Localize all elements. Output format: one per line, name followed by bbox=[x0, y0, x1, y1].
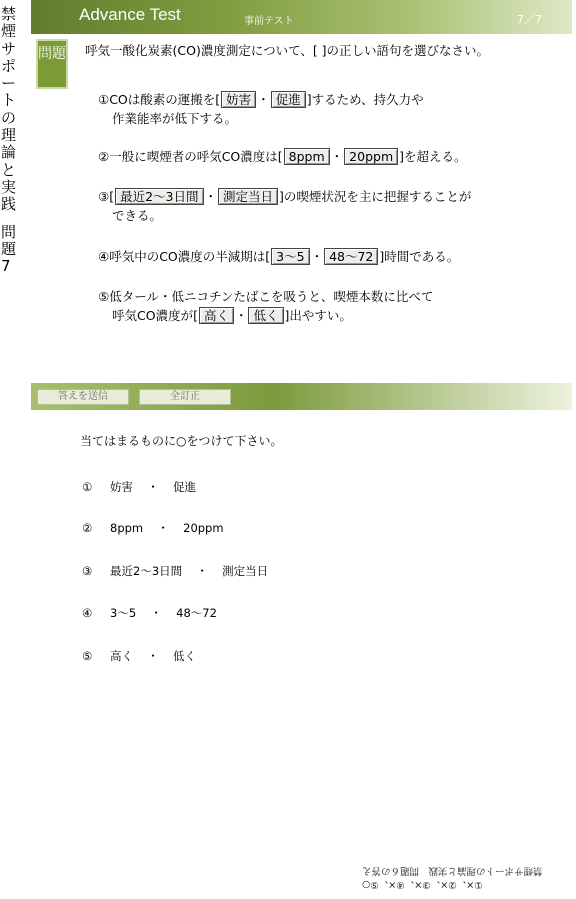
answer-option-b[interactable]: 低く bbox=[173, 649, 196, 663]
answer-option-b[interactable]: 測定当日 bbox=[222, 564, 269, 578]
q5-option-1[interactable]: 高く bbox=[199, 307, 234, 324]
question-5-line1: ⑤低タール・低ニコチンたばこを吸うと、喫煙本数に比べて bbox=[98, 289, 434, 304]
separator: ・ bbox=[234, 308, 248, 323]
side-title-sub: 問題7 bbox=[1, 222, 17, 276]
q2-option-2[interactable]: 20ppm bbox=[344, 148, 398, 165]
question-3-text-end: ]の喫煙状況を主に把握することが bbox=[279, 189, 472, 204]
q5-option-2[interactable]: 低く bbox=[248, 307, 283, 324]
answer-separator: ・ bbox=[157, 521, 169, 535]
test-panel bbox=[31, 0, 572, 410]
answer-row-3 bbox=[82, 563, 268, 579]
mirrored-line-1: ①×、②×、③×、④×、⑤○ bbox=[362, 879, 483, 890]
question-4 bbox=[98, 247, 459, 266]
answer-row-5 bbox=[82, 648, 196, 664]
answer-prompt: 当てはまるものに○をつけて下さい。 bbox=[80, 434, 283, 448]
answer-number: ① bbox=[82, 480, 93, 494]
q3-option-2[interactable]: 測定当日 bbox=[218, 188, 278, 205]
answer-number: ⑤ bbox=[82, 649, 93, 663]
question-1-line2: 作業能率が低下する。 bbox=[112, 111, 238, 126]
answer-row-1 bbox=[82, 479, 196, 495]
separator: ・ bbox=[257, 92, 270, 107]
question-3 bbox=[98, 187, 471, 225]
answer-option-a[interactable]: 妨害 bbox=[110, 480, 133, 494]
answer-option-b[interactable]: 48～72 bbox=[176, 606, 217, 620]
header-bar bbox=[31, 0, 572, 34]
answer-option-b[interactable]: 促進 bbox=[173, 480, 196, 494]
question-1-text-end: ]するため、持久力や bbox=[306, 92, 424, 107]
q1-option-1[interactable]: 妨害 bbox=[221, 91, 256, 108]
question-5-text: 呼気CO濃度が[ bbox=[112, 308, 198, 323]
question-5-text-end: ]出やすい。 bbox=[284, 308, 352, 323]
question-1 bbox=[98, 90, 424, 128]
question-3-text: ③[ bbox=[98, 189, 115, 204]
question-5 bbox=[98, 287, 433, 325]
instruction: 呼気一酸化炭素(CO)濃度測定について、[ ]の正しい語句を選びなさい。 bbox=[85, 43, 490, 58]
question-4-text-end: ]時間である。 bbox=[379, 249, 460, 264]
question-2 bbox=[98, 147, 467, 166]
answer-row-2 bbox=[82, 520, 224, 536]
answer-option-a[interactable]: 高く bbox=[110, 649, 133, 663]
answer-number: ② bbox=[82, 521, 93, 535]
q2-option-1[interactable]: 8ppm bbox=[284, 148, 330, 165]
q3-option-1[interactable]: 最近2～3日間 bbox=[115, 188, 203, 205]
header-title: Advance Test bbox=[79, 5, 181, 24]
question-3-line2: できる。 bbox=[112, 208, 163, 223]
separator: ・ bbox=[330, 149, 344, 164]
answer-number: ④ bbox=[82, 606, 93, 620]
answer-separator: ・ bbox=[147, 649, 159, 663]
question-1-text: ①COは酸素の運搬を[ bbox=[98, 92, 221, 107]
header-subtitle: 事前テスト bbox=[244, 16, 294, 27]
question-tag: 問題 bbox=[36, 39, 68, 89]
correct-all-button[interactable]: 全訂正 bbox=[139, 389, 231, 405]
separator: ・ bbox=[310, 249, 324, 264]
answer-option-a[interactable]: 8ppm bbox=[110, 521, 144, 535]
answer-option-a[interactable]: 3～5 bbox=[110, 606, 137, 620]
mirrored-line-2: 禁煙サポートの理論と実践 問題６の答え bbox=[362, 865, 543, 876]
page-indicator: 7／7 bbox=[517, 13, 542, 26]
answer-separator: ・ bbox=[150, 606, 162, 620]
answer-separator: ・ bbox=[196, 564, 208, 578]
q4-option-1[interactable]: 3～5 bbox=[271, 248, 309, 265]
separator: ・ bbox=[204, 189, 218, 204]
answer-separator: ・ bbox=[147, 480, 159, 494]
answer-option-b[interactable]: 20ppm bbox=[183, 521, 224, 535]
question-2-text: ②一般に喫煙者の呼気CO濃度は[ bbox=[98, 149, 283, 164]
answer-row-4 bbox=[82, 605, 217, 621]
question-2-text-end: ]を超える。 bbox=[399, 149, 467, 164]
side-title bbox=[1, 6, 19, 275]
submit-answer-button[interactable]: 答えを送信 bbox=[37, 389, 129, 405]
q4-option-2[interactable]: 48～72 bbox=[324, 248, 378, 265]
answer-number: ③ bbox=[82, 564, 93, 578]
question-4-text: ④呼気中のCO濃度の半減期は[ bbox=[98, 249, 271, 264]
side-title-main: 禁煙サポートの理論と実践 bbox=[1, 5, 17, 214]
answer-option-a[interactable]: 最近2～3日間 bbox=[110, 564, 183, 578]
footer-bar bbox=[31, 383, 572, 410]
q1-option-2[interactable]: 促進 bbox=[271, 91, 306, 108]
mirrored-previous-answer bbox=[362, 863, 572, 891]
